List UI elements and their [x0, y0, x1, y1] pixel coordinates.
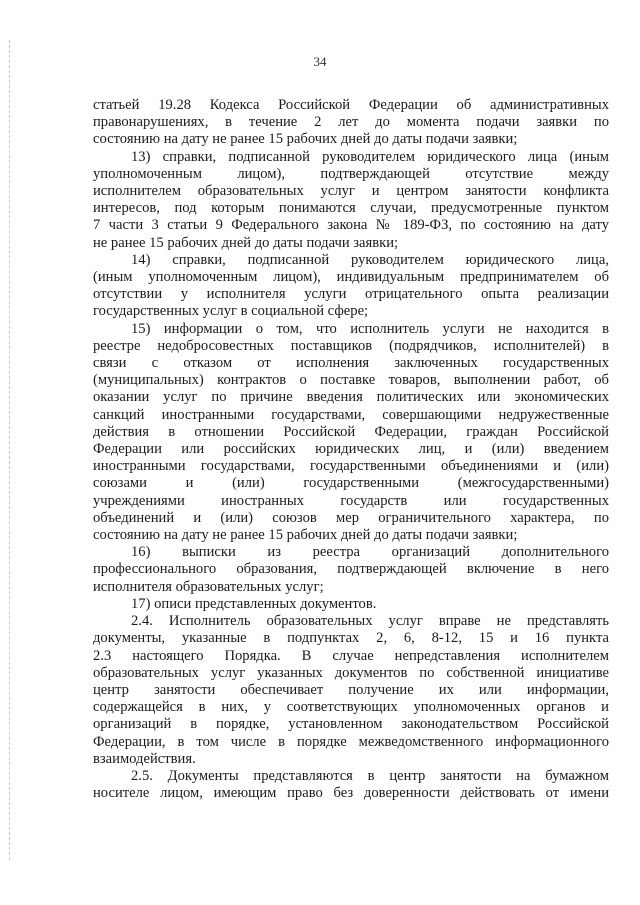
text-line: состоянию на дату не ранее 15 рабочих дней до даты подачи заявки; — [93, 131, 518, 148]
page-number: 34 — [313, 54, 327, 69]
text-line: реестре недобросовестных поставщиков (подрядчиков, исполнителей) в — [93, 337, 609, 354]
text-line: содержащейся в них, у соответствующих уполномоченных органов и — [93, 699, 609, 716]
section-2-5 — [93, 768, 609, 802]
section-2-4 — [93, 613, 609, 768]
text-line: центр занятости обеспечивает получение их или информации, — [93, 681, 609, 698]
text-line: профессионального образования, подтверждающей включение в него — [93, 561, 609, 578]
text-line: исполнителя образовательных услуг; — [93, 578, 324, 595]
text-line: отсутствии у исполнителя услуги отрицательного опыта реализации — [93, 286, 609, 303]
text-line: 2.5. Документы представляются в центр занятости на бумажном — [131, 767, 609, 784]
scan-margin-line — [9, 40, 10, 860]
text-line: 2.4. Исполнитель образовательных услуг вправе не представлять — [131, 613, 609, 630]
text-line: статьей 19.28 Кодекса Российской Федерации об административных — [93, 97, 609, 113]
text-line: состоянию на дату не ранее 15 рабочих дней до даты подачи заявки; — [93, 527, 518, 544]
text-line: не ранее 15 рабочих дней до даты подачи заявки; — [93, 234, 399, 251]
text-line: 13) справки, подписанной руководителем юридического лица (иным — [131, 148, 609, 165]
text-line: носителе лицом, имеющим право без доверенности действовать от имени — [93, 785, 609, 802]
text-line: 15) информации о том, что исполнитель услуги не находится в — [131, 320, 609, 337]
text-line: (иным уполномоченным лицом), индивидуальным предпринимателем об — [93, 269, 609, 286]
list-item-13 — [93, 149, 609, 252]
list-item-17 — [93, 596, 609, 613]
text-line: уполномоченным лицом), подтверждающей отсутствие между — [93, 165, 609, 182]
text-line: (муниципальных) контрактов о поставке товаров, выполнении работ, об — [93, 372, 609, 389]
text-line: образовательных услуг указанных документов по собственной инициативе — [93, 664, 609, 681]
paragraph-continuation — [93, 97, 609, 149]
text-line: интересов, под которым понимаются случаи, предусмотренные пунктом — [93, 200, 609, 217]
text-line: санкций иностранными государствами, совершающими недружественные — [93, 406, 609, 423]
text-line: документы, указанные в подпунктах 2, 6, 8-12, 15 и 16 пункта — [93, 630, 609, 647]
text-line: связи с отказом от исполнения заключенных государственных — [93, 355, 609, 372]
list-item-15 — [93, 321, 609, 545]
document-body — [93, 97, 609, 802]
text-line: союзами и (или) государственными (межгосударственными) — [93, 475, 609, 492]
text-line: иностранными государствами, государственными объединениями и (или) — [93, 458, 609, 475]
text-line: оказании услуг по причине введения политических или экономических — [93, 389, 609, 406]
text-line: объединений и (или) союзов мер ограничительного характера, по — [93, 509, 609, 526]
text-line: 16) выписки из реестра организаций дополнительного — [131, 544, 609, 561]
text-line: 17) описи представленных документов. — [131, 595, 377, 612]
text-line: Федерации или российских юридических лиц, и (или) введением — [93, 441, 609, 458]
text-line: государственных услуг в социальной сфере; — [93, 303, 369, 320]
text-line: исполнителем образовательных услуг и центром занятости конфликта — [93, 183, 609, 200]
text-line: Федерации, в том числе в порядке межведомственного информационного — [93, 733, 609, 750]
text-line: действия в отношении Российской Федерации, граждан Российской — [93, 423, 609, 440]
text-line: правонарушениях, в течение 2 лет до момента подачи заявки по — [93, 114, 609, 131]
text-line: 14) справки, подписанной руководителем юридического лица, — [131, 251, 609, 268]
text-line: 2.3 настоящего Порядка. В случае непредставления исполнителем — [93, 647, 609, 664]
text-line: взаимодействия. — [93, 750, 196, 767]
text-line: учреждениями иностранных государств или государственных — [93, 492, 609, 509]
text-line: организаций в порядке, установленном законодательством Российской — [93, 716, 609, 733]
list-item-16 — [93, 544, 609, 596]
text-line: 7 части 3 статьи 9 Федерального закона № 189-ФЗ, по состоянию на дату — [93, 217, 609, 234]
list-item-14 — [93, 252, 609, 321]
